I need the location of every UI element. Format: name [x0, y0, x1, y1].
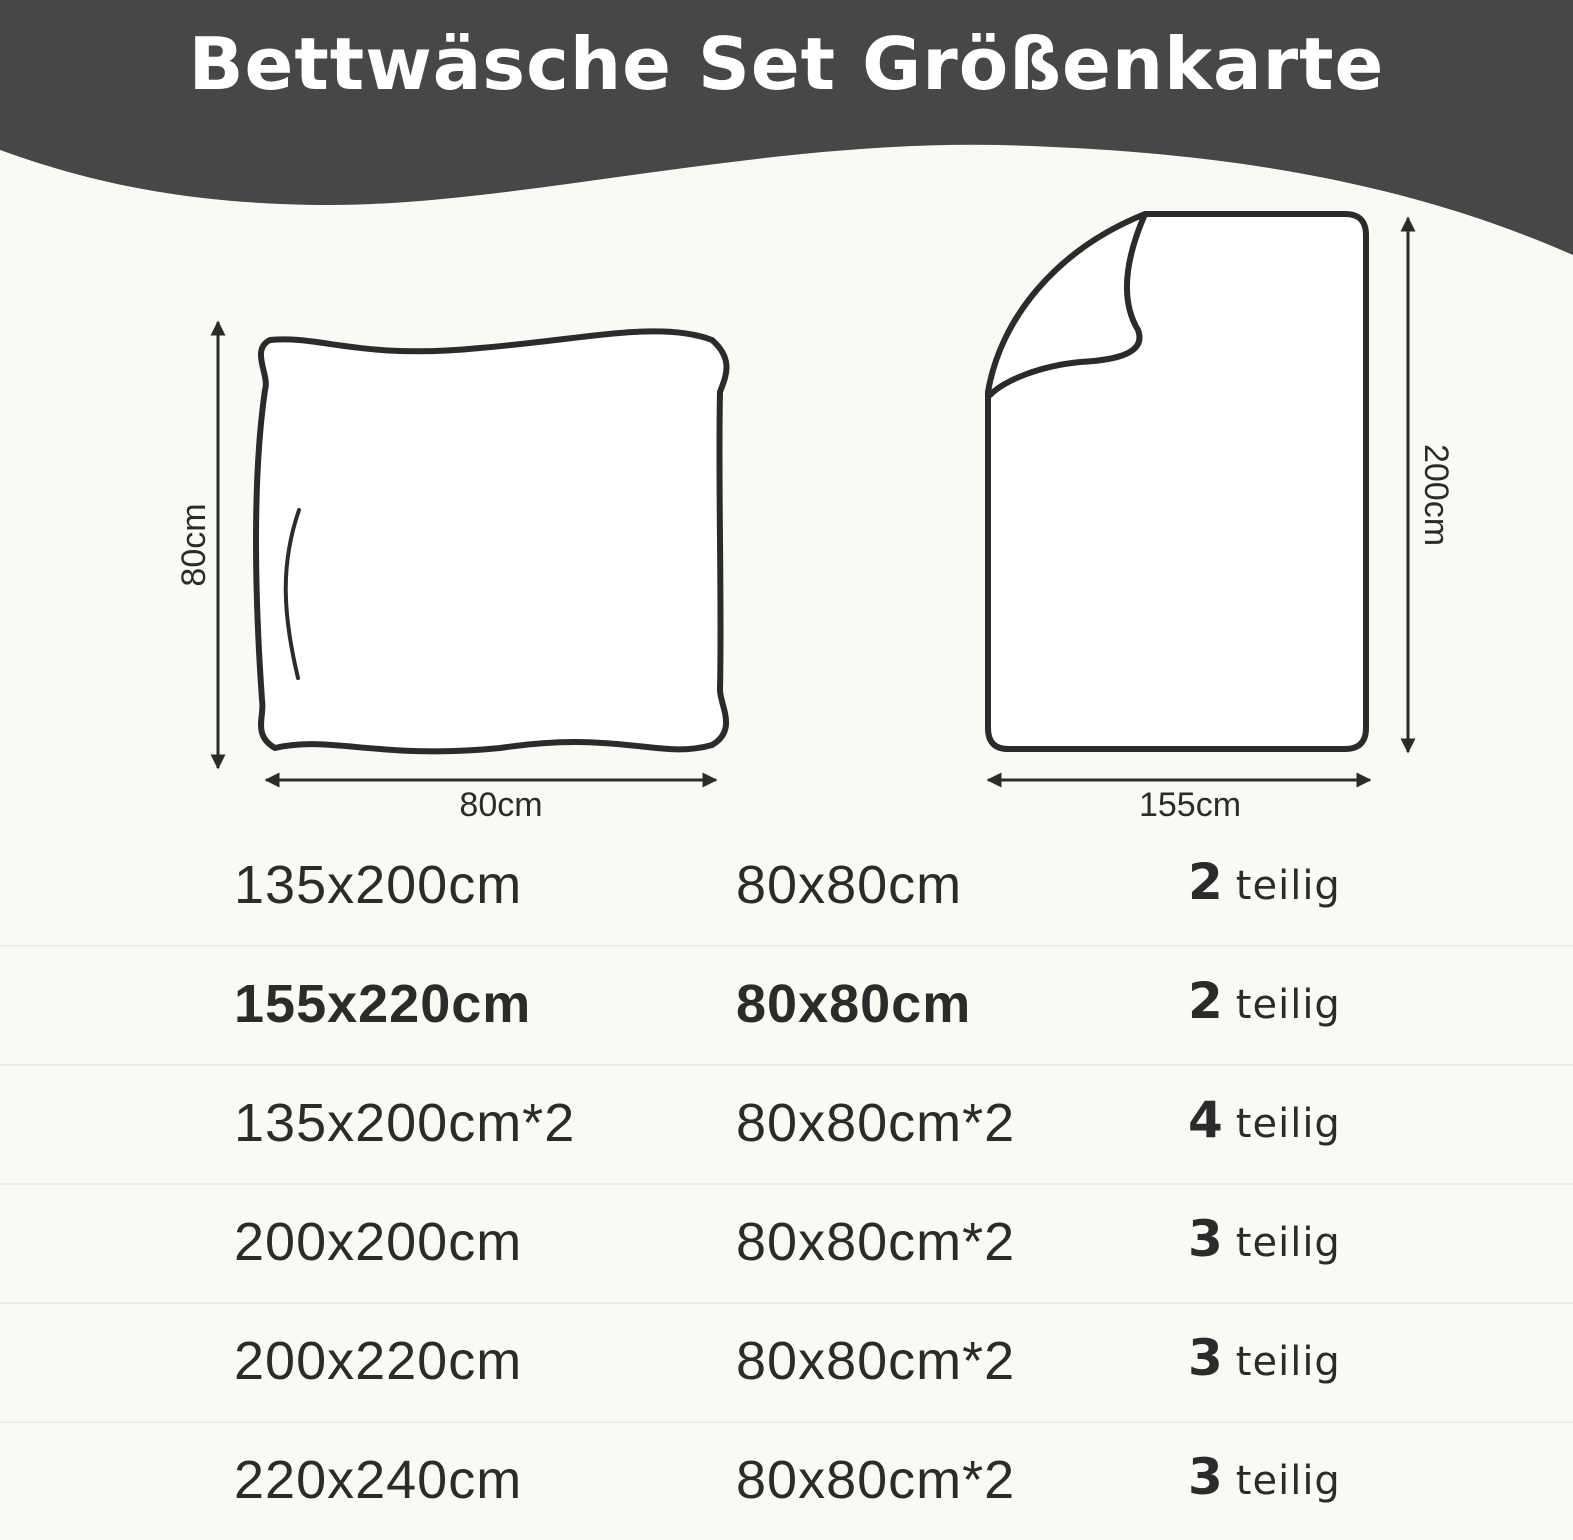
piece-number: 3: [1188, 1210, 1224, 1268]
piece-word: teilig: [1235, 1220, 1341, 1266]
piece-number: 3: [1188, 1448, 1224, 1506]
table-row-highlighted: [0, 947, 1573, 1066]
pillow-height-label: 80cm: [175, 503, 213, 587]
page-title: Bettwäsche Set Größenkarte: [188, 22, 1385, 106]
pillow-illustration: [175, 322, 727, 824]
piece-word: teilig: [1235, 1339, 1341, 1385]
piece-word: teilig: [1235, 982, 1341, 1028]
pillow-size: 80x80cm: [736, 855, 963, 915]
piece-count: [1188, 969, 1341, 1031]
duvet-size: 155x220cm: [234, 974, 532, 1034]
duvet-size: 135x200cm: [234, 855, 523, 915]
piece-count: [1188, 1326, 1341, 1388]
pillow-size: 80x80cm*2: [736, 1331, 1016, 1391]
duvet-size: 220x240cm: [234, 1450, 523, 1510]
table-row: [0, 1185, 1573, 1304]
table-row: [0, 828, 1573, 947]
pillow-width-label: 80cm: [459, 786, 543, 824]
size-table: [0, 828, 1573, 1540]
piece-count: [1188, 1445, 1341, 1507]
table-row: [0, 1066, 1573, 1185]
piece-word: teilig: [1235, 1101, 1341, 1147]
pillow-size: 80x80cm: [736, 974, 972, 1034]
piece-count: [1188, 1207, 1341, 1269]
duvet-width-label: 155cm: [1138, 786, 1242, 824]
piece-number: 2: [1188, 972, 1224, 1030]
pillow-size: 80x80cm*2: [736, 1450, 1016, 1510]
duvet-illustration: [988, 214, 1455, 824]
piece-number: 2: [1188, 853, 1224, 911]
duvet-size: 200x220cm: [234, 1331, 523, 1391]
pillow-size: 80x80cm*2: [736, 1212, 1016, 1272]
duvet-outline: [988, 214, 1366, 749]
piece-number: 4: [1188, 1091, 1224, 1149]
piece-word: teilig: [1235, 1458, 1341, 1504]
table-row: [0, 1304, 1573, 1423]
duvet-size: 200x200cm: [234, 1212, 523, 1272]
table-row: [0, 1423, 1573, 1540]
piece-word: teilig: [1235, 863, 1341, 909]
duvet-height-label: 200cm: [1417, 443, 1455, 547]
duvet-size: 135x200cm*2: [234, 1093, 576, 1153]
piece-count: [1188, 850, 1341, 912]
piece-count: [1188, 1088, 1341, 1150]
pillow-outline: [256, 331, 727, 751]
pillow-size: 80x80cm*2: [736, 1093, 1016, 1153]
piece-number: 3: [1188, 1329, 1224, 1387]
